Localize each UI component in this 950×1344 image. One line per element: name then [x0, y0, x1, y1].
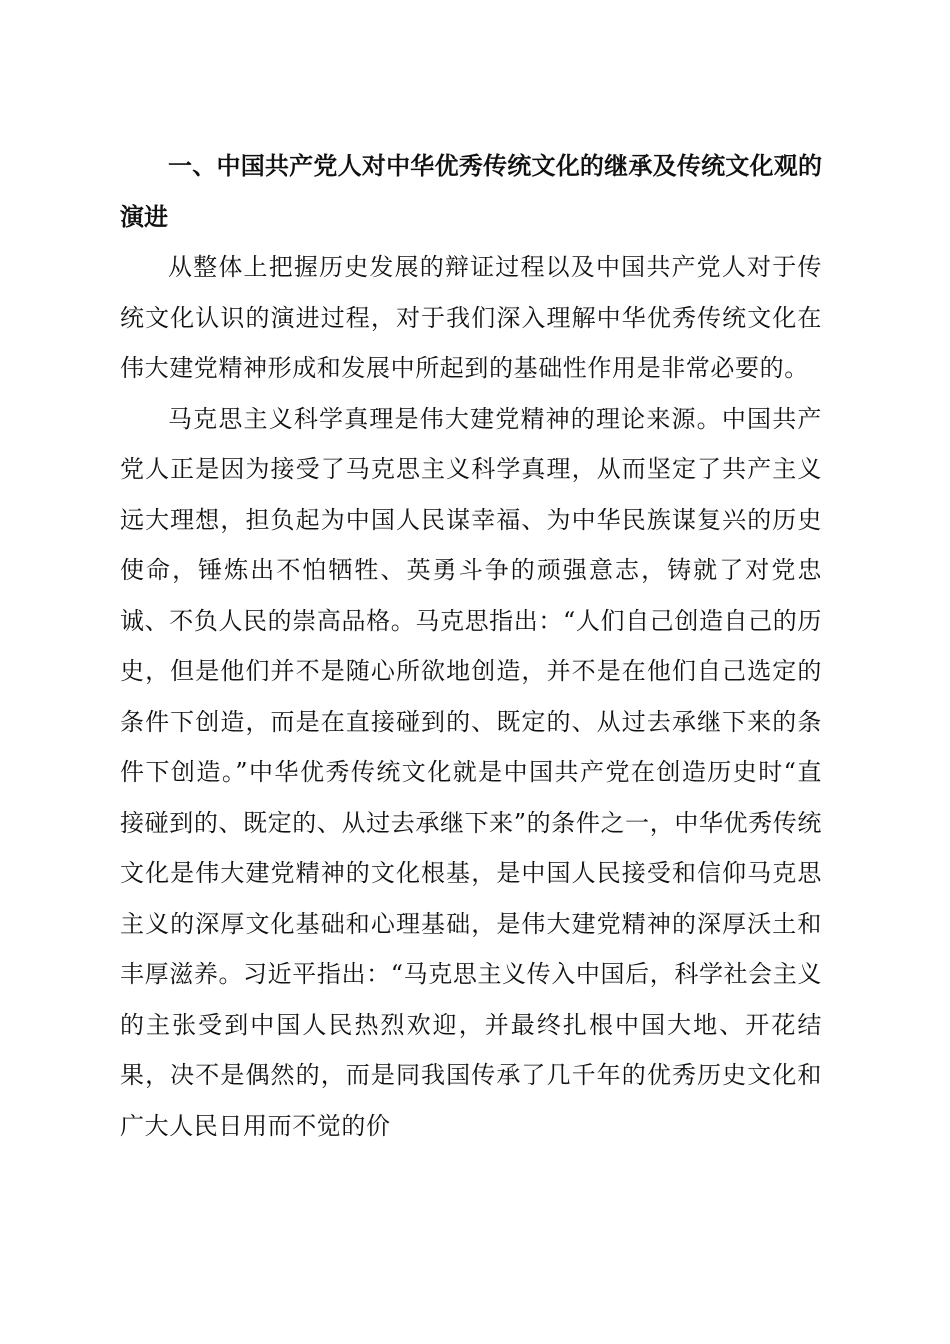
- section-heading: 一、中国共产党人对中华优秀传统文化的继承及传统文化观的演进: [120, 152, 822, 231]
- document-page: [120, 141, 822, 1151]
- paragraph-marxism: 马克思主义科学真理是伟大建党精神的理论来源。中国共产党人正是因为接受了马克思主义科学真理，从而坚定了共产主义远大理想，担负起为中国人民谋幸福、为中华民族谋复兴的历史使命，锤炼出不怕牺牲、英勇斗争的顽强意志，铸就了对党忠诚、不负人民的崇高品格。马克思指出：“人们自己创造自己的历史，但是他们并不是随心所欲地创造，并不是在他们自己选定的条件下创造，而是在直接碰到的、既定的、从过去承继下来的条件下创造。”中华优秀传统文化就是中国共产党在创造历史时“直接碰到的、既定的、从过去承继下来”的条件之一，中华优秀传统文化是伟大建党精神的文化根基，是中国人民接受和信仰马克思主义的深厚文化基础和心理基础，是伟大建党精神的深厚沃土和丰厚滋养。习近平指出：“马克思主义传入中国后，科学社会主义的主张受到中国人民热烈欢迎，并最终扎根中国大地、开花结果，决不是偶然的，而是同我国传承了几千年的优秀历史文化和广大人民日用而不觉的价: [120, 404, 822, 1140]
- paragraph-intro: 从整体上把握历史发展的辩证过程以及中国共产党人对于传统文化认识的演进过程，对于我们深入理解中华优秀传统文化在伟大建党精神形成和发展中所起到的基础性作用是非常必要的。: [120, 253, 822, 382]
